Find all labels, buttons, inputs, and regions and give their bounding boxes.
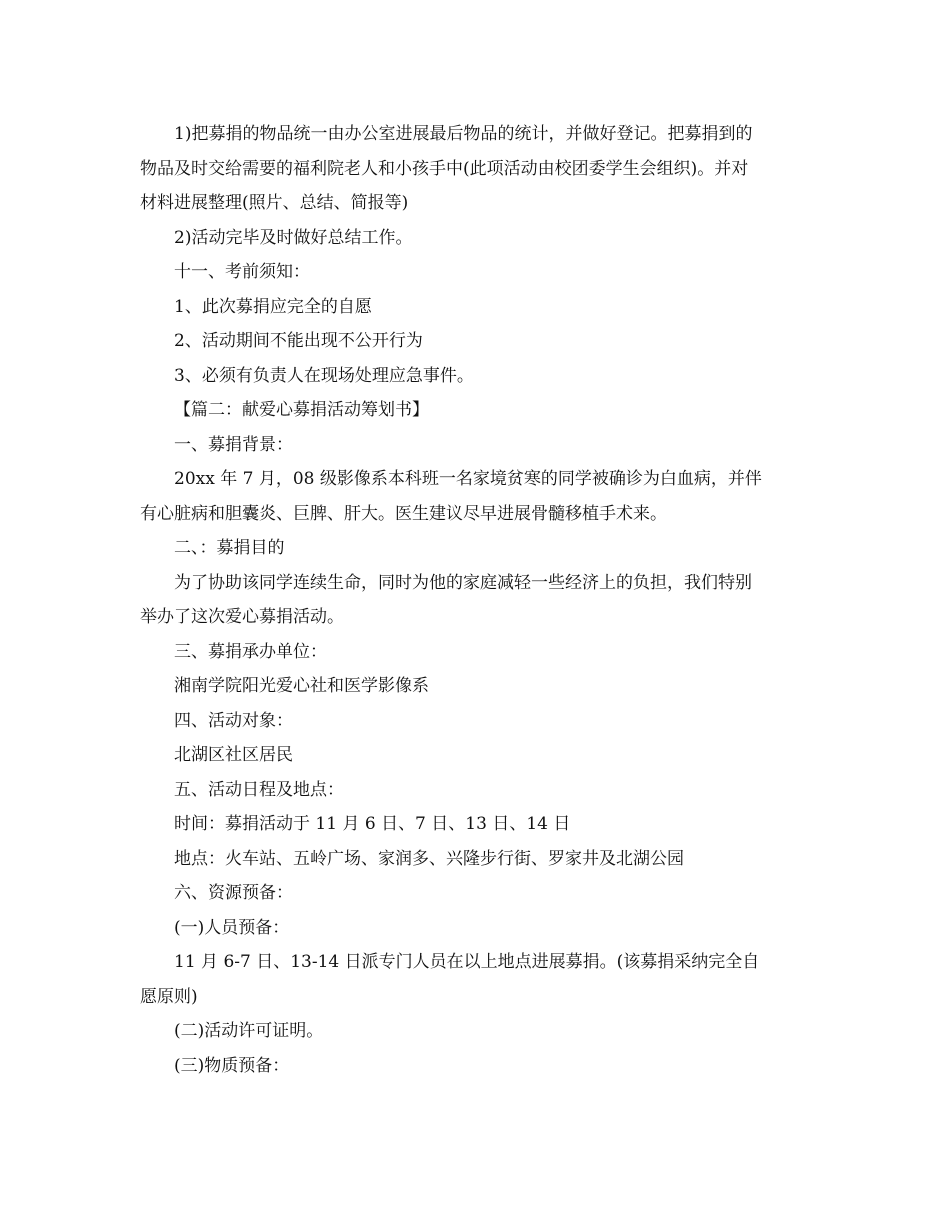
section-heading-5: 五、活动日程及地点： xyxy=(174,779,344,800)
section-heading-1: 一、募捐背景： xyxy=(174,434,293,455)
chapter-title: 【篇二：献爱心募捐活动筹划书】 xyxy=(174,400,429,420)
section-heading-2: 二、：募捐目的 xyxy=(174,538,285,558)
purpose-paragraph-line-1: 为了协助该同学连续生命，同时为他的家庭减轻一些经济上的负担，我们特别 xyxy=(174,572,752,593)
document-body xyxy=(140,117,813,1083)
organizer-text: 湘南学院阳光爱心社和医学影像系 xyxy=(174,676,429,696)
subsection-heading-personnel: (一)人员预备： xyxy=(174,917,290,938)
section-heading-3: 三、募捐承办单位： xyxy=(174,641,327,662)
paragraph-item-2: 2)活动完毕及时做好总结工作。 xyxy=(174,227,413,248)
list-item: 2、活动期间不能出现不公开行为 xyxy=(174,331,423,351)
personnel-paragraph-line-2: 愿原则) xyxy=(140,986,198,1007)
personnel-paragraph-line-1: 11 月 6-7 日、13-14 日派专门人员在以上地点进展募捐。(该募捐采纳完全自 xyxy=(174,952,760,972)
section-heading-6: 六、资源预备： xyxy=(174,883,293,903)
paragraph-item-1-line-2: 物品及时交给需要的福利院老人和小孩手中(此项活动由校团委学生会组织)。并对 xyxy=(140,158,749,179)
list-item: 1、此次募捐应完全的自愿 xyxy=(174,296,372,317)
section-heading-11: 十一、考前须知： xyxy=(174,262,310,282)
purpose-paragraph-line-2: 举办了这次爱心募捐活动。 xyxy=(140,607,344,627)
audience-text: 北湖区社区居民 xyxy=(174,745,293,765)
subsection-heading-permit: (二)活动许可证明。 xyxy=(174,1021,324,1041)
paragraph-item-1-line-1: 1)把募捐的物品统一由办公室进展最后物品的统计，并做好登记。把募捐到的 xyxy=(174,124,753,144)
section-heading-4: 四、活动对象： xyxy=(174,710,293,731)
schedule-time-text: 时间：募捐活动于 11 月 6 日、7 日、13 日、14 日 xyxy=(174,814,571,834)
schedule-location-text: 地点：火车站、五岭广场、家润多、兴隆步行街、罗家井及北湖公园 xyxy=(174,848,684,869)
background-paragraph-line-2: 有心脏病和胆囊炎、巨脾、肝大。医生建议尽早进展骨髓移植手术来。 xyxy=(140,503,667,524)
background-paragraph-line-1: 20xx 年 7 月，08 级影像系本科班一名家境贫寒的同学被确诊为白血病，并伴 xyxy=(174,469,762,489)
subsection-heading-materials: (三)物质预备： xyxy=(174,1055,290,1076)
list-item: 3、必须有负责人在现场处理应急事件。 xyxy=(174,365,474,386)
paragraph-item-1-line-3: 材料进展整理(照片、总结、简报等) xyxy=(140,193,409,213)
